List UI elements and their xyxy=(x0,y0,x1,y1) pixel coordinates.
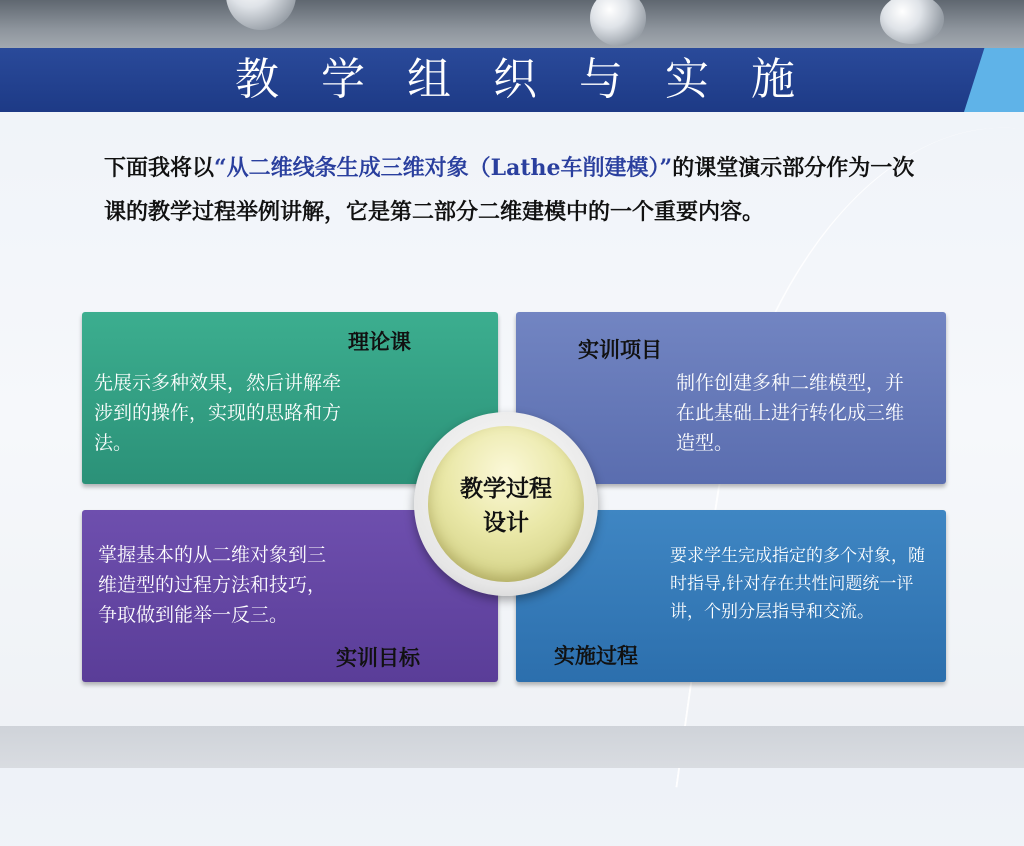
quadrant-body: 先展示多种效果，然后讲解牵涉到的操作，实现的思路和方法。 xyxy=(94,372,342,454)
quadrant-label: 实训项目 xyxy=(578,338,662,362)
quadrant-body: 要求学生完成指定的多个对象，随时指导,针对存在共性问题统一评讲，个别分层指导和交流。 xyxy=(670,546,925,622)
water-drop-decoration xyxy=(226,0,296,30)
intro-highlight: “从二维线条生成三维对象（Lathe车削建模）” xyxy=(214,155,673,181)
water-drop-decoration xyxy=(590,0,646,46)
slide-title: 教 学 组 织 与 实 施 xyxy=(235,54,809,105)
quadrant-body: 制作创建多种二维模型，并在此基础上进行转化成三维造型。 xyxy=(676,372,905,454)
center-line-2: 设计 xyxy=(483,510,529,536)
quadrant-body: 掌握基本的从二维对象到三维造型的过程方法和技巧，争取做到能举一反三。 xyxy=(98,544,327,626)
intro-paragraph xyxy=(104,146,924,234)
footer-band xyxy=(0,726,1024,768)
quadrant-label: 实施过程 xyxy=(554,644,638,668)
quadrant-label: 实训目标 xyxy=(336,646,420,670)
intro-prefix: 下面我将以 xyxy=(104,155,215,181)
header-photo-strip xyxy=(0,0,1024,48)
center-hub-label xyxy=(428,472,584,540)
quadrant-label: 理论课 xyxy=(348,330,411,354)
intro-suffix: 的课堂演示部分作为一次课的教学过程举例讲解，它是第二部分二维建模中的一个重要内容。 xyxy=(104,155,915,225)
center-line-1: 教学过程 xyxy=(460,476,552,502)
water-drop-decoration xyxy=(880,0,944,44)
